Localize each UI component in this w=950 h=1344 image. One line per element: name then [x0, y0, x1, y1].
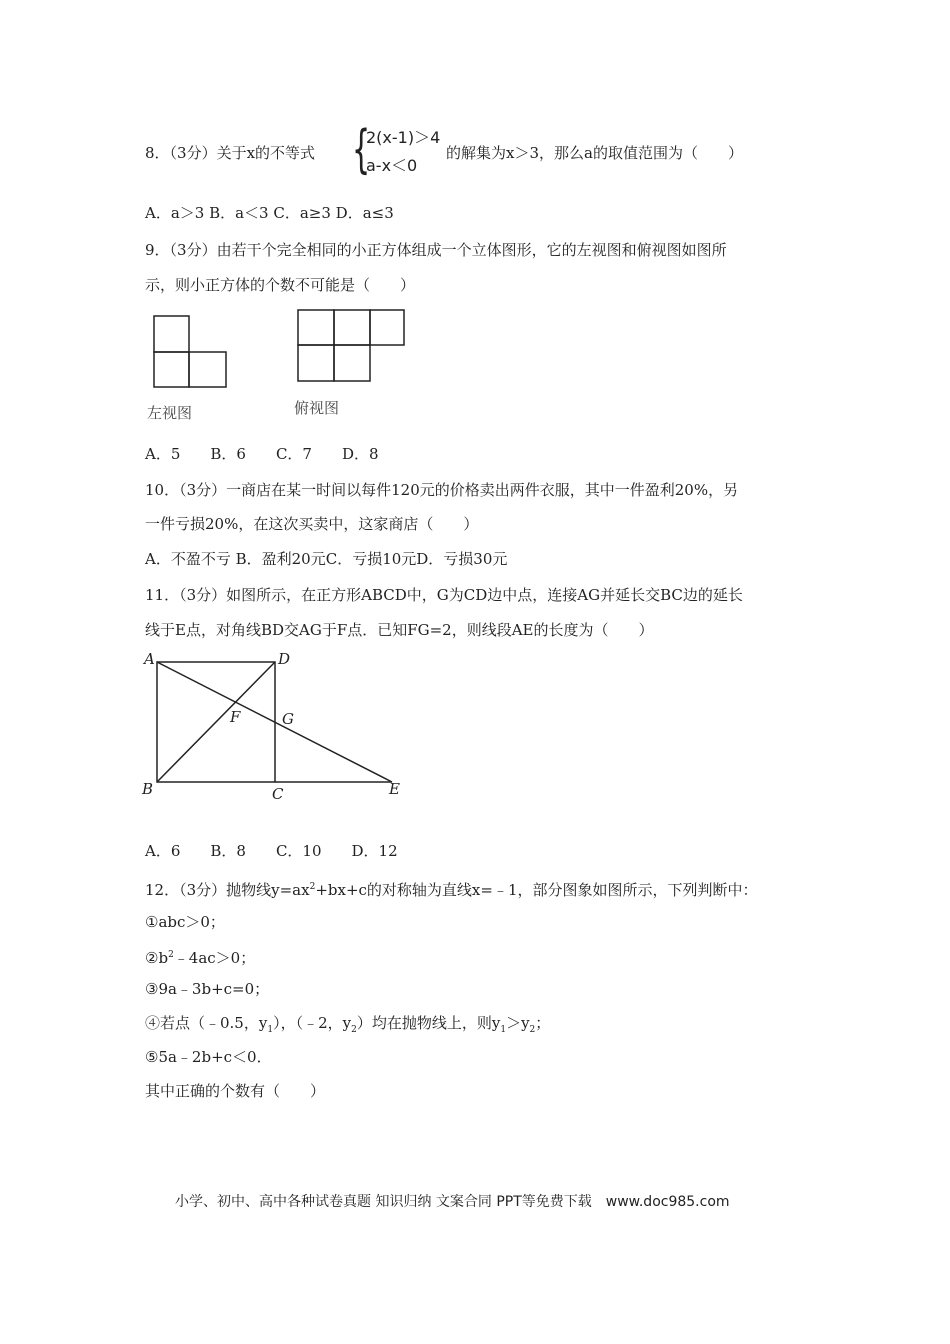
- q8-inequality-system: [352, 120, 452, 180]
- q12-statement-2: $②b^2﹣4ac>0$；: [145, 949, 256, 967]
- q8-stem-suffix: 的解集为x＞3，那么a的取值范围为（ ）: [446, 144, 743, 162]
- q8-system-row1: 2(x-1)＞4: [366, 128, 441, 147]
- q9-stem-line1: 9．（3分）由若干个完全相同的小正方体组成一个立体图形，它的左视图和俯视图如图所: [145, 241, 727, 259]
- q9-stem-line2: 示，则小正方体的个数不可能是（ ）: [145, 276, 416, 294]
- q11-stem-line1: 11．（3分）如图所示，在正方形ABCD中，G为CD边中点，连接AG并延长交BC边的延长: [145, 586, 743, 604]
- q10-stem-line2: 一件亏损20%，在这次买卖中，这家商店（ ）: [145, 515, 479, 533]
- q12-statement-5: ⑤5a﹣2b+c＜0．: [145, 1048, 272, 1066]
- q12-statement-4: ④若点（﹣0.5，$y_1$），（﹣2，$y_2$）均在抛物线上，则$y_1>y_2$；: [145, 1014, 551, 1035]
- q11-options: A．6 B．8 C．10 D．12: [145, 842, 398, 860]
- q12-statement-1: ①abc＞0；: [145, 913, 225, 931]
- q8-stem-prefix: 8．（3分）关于x的不等式: [145, 144, 316, 162]
- q12-stem: 12．（3分）抛物线$y=ax^2+bx+c$的对称轴为直线x=﹣1，部分图象如图所示，下列判断中：: [145, 881, 758, 899]
- page-footer: 小学、初中、高中各种试卷真题 知识归纳 文案合同 PPT等免费下载 www.doc985.com: [175, 1194, 730, 1210]
- point-f-label: F: [230, 708, 241, 726]
- q9-options: A．5 B．6 C．7 D．8: [145, 445, 379, 463]
- q10-stem-line1: 10．（3分）一商店在某一时间以每件120元的价格卖出两件衣服，其中一件盈利20%，另: [145, 481, 739, 499]
- q8-system-row2: a-x＜0: [366, 156, 418, 175]
- q9-top-view-label: 俯视图: [294, 399, 340, 417]
- point-g-label: G: [282, 710, 294, 728]
- q9-left-view-label: 左视图: [147, 404, 193, 422]
- q12-statement-3: ③9a﹣3b+c=0；: [145, 980, 270, 998]
- point-c-label: C: [272, 785, 284, 803]
- point-a-label: A: [144, 650, 155, 668]
- diagonal-bd: [157, 662, 275, 782]
- point-b-label: B: [142, 780, 154, 798]
- q9-left-view-figure: [150, 312, 232, 392]
- q11-stem-line2: 线于E点，对角线BD交AG于F点．已知FG=2，则线段AE的长度为（ ）: [145, 621, 654, 639]
- q9-top-view-figure: [294, 306, 408, 386]
- left-brace-icon: {: [352, 120, 371, 180]
- point-e-label: E: [389, 780, 400, 798]
- q11-square-figure: [140, 648, 410, 808]
- q8-options: A．a＞3 B．a＜3 C．a≥3 D．a≤3: [145, 204, 394, 222]
- q12-question: 其中正确的个数有（ ）: [145, 1082, 326, 1100]
- point-d-label: D: [278, 650, 291, 668]
- q10-options: A．不盈不亏 B．盈利20元C．亏损10元D．亏损30元: [145, 550, 508, 568]
